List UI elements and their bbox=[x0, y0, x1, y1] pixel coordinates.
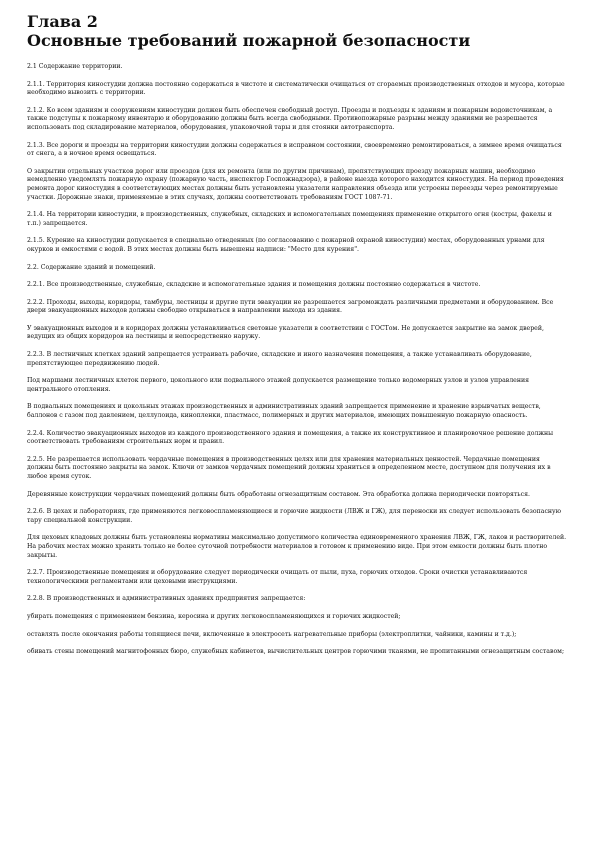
paragraph: 2.2. Содержание зданий и помещений. bbox=[27, 263, 156, 271]
paragraph: 2.1.1. Территория киностудии должна постоянно содержаться в чистоте и систематически очищаться от сгораемых производственных отходов и мусора, которые необходимо вывозить с территории. bbox=[27, 80, 565, 97]
paragraph: 2.2.6. В цехах и лабораториях, где применяются легковоспламеняющиеся и горючие жидкости (ЛВЖ и ГЖ), для переноски их следует использовать безопасную тару специальной конструкции. bbox=[27, 508, 562, 524]
paragraph: 2.1.4. На территории киностудии, в производственных, служебных, складских и вспомогательных помещениях применение открытого огня (костры, факелы и т.п.) запрещается. bbox=[27, 211, 552, 227]
paragraph: оставлять после окончания работы топящиеся печи, включенные в электросеть нагревательные приборы (электроплитки, чайники, камины и т.д.); bbox=[27, 630, 517, 638]
paragraph: Для цеховых кладовых должны быть установлены нормативы максимально допустимого количества единовременного хранения ЛВЖ, ГЖ, лаков и растворителей. На рабочих местах можно хранить только не более суточной потребности материалов в готовом к применению виде. При этом емкости должны быть плотно закрыты. bbox=[27, 534, 567, 559]
paragraph: 2.2.5. Не разрешается использовать чердачные помещения в производственных целях или для хранения материальных ценностей. Чердачные помещения должны быть постоянно закрыты на замок. Ключи от замков чердачных помещений должны храниться в определенном месте, доступном для получения их в любое время суток. bbox=[27, 455, 551, 480]
document-body bbox=[27, 63, 567, 657]
paragraph: Под маршами лестничных клеток первого, цокольного или подвального этажей допускается размещение только водомерных узлов и узлов управления центрального отопления. bbox=[27, 377, 529, 393]
paragraph: 2.2.4. Количество эвакуационных выходов из каждого производственного здания и помещения, а также их конструктивное и планировочное решение должны соответствовать требованиям строительных норм и правил. bbox=[27, 429, 554, 446]
paragraph: 2.2.3. В лестничных клетках зданий запрещается устраивать рабочие, складские и иного назначения помещения, а также устанавливать оборудование, препятствующее передвижению людей. bbox=[27, 351, 532, 367]
chapter-title: Основные требований пожарной безопасности bbox=[27, 31, 471, 50]
paragraph: В подвальных помещениях и цокольных этажах производственных и административных зданий запрещается применение и хранение взрывчатых веществ, баллонов с газом под давлением, целлулоида, кинопленки, пластмасс, полимерных и других материалов, имеющих повышенную пожарную опасность. bbox=[27, 403, 541, 420]
chapter-heading: Глава 2 bbox=[27, 12, 98, 31]
paragraph: У эвакуационных выходов и в коридорах должны устанавливаться световые указатели в соответствии с ГОСТом. Не допускается закрытие на замок дверей, ведущих из общих коридоров на лестницы и непосредственно наружу. bbox=[27, 324, 544, 341]
paragraph: убирать помещения с применением бензина, керосина и других легковоспламеняющихся и горючих жидкостей; bbox=[27, 612, 401, 620]
paragraph: 2.1.3. Все дороги и проезды на территории киностудии должны содержаться в исправном состоянии, своевременно ремонтироваться, а зимнее время очищаться от снега, а в ночное время освещаться. bbox=[27, 141, 562, 158]
paragraph: 2.1 Содержание территории. bbox=[27, 63, 123, 70]
paragraph: 2.2.1. Все производственные, служебные, складские и вспомогательные здания и помещения должны постоянно содержаться в чистоте. bbox=[27, 281, 481, 289]
paragraph: 2.2.8. В производственных и административных зданиях предприятия запрещается: bbox=[27, 595, 306, 603]
paragraph: обивать стены помещений магнитофонных бюро, служебных кабинетов, вычислительных центров горючими тканями, не пропитанными огнезащитным составом; bbox=[27, 648, 565, 656]
paragraph: 2.1.2. Ко всем зданиям и сооружениям киностудии должен быть обеспечен свободный доступ. Проезды и подъезды к зданиям и пожарным водоисточникам, а также подступы к пожарному инвентарю и оборудованию должны быть всегда свободными. Противопожарные разрывы между зданиями не разрешается использовать под складирование материалов, оборудования, упаковочной тары и для стоянки автотранспорта. bbox=[27, 106, 553, 131]
paragraph: 2.2.2. Проходы, выходы, коридоры, тамбуры, лестницы и другие пути эвакуации не разрешается загромождать различными предметами и оборудованием. Все двери эвакуационных выходов должны свободно открываться в направлении выхода из здания. bbox=[27, 298, 554, 315]
paragraph: 2.1.5. Курение на киностудии допускается в специально отведенных (по согласованию с пожарной охраной киностудии) местах, оборудованных урнами для окурков и емкостями с водой. В этих местах должны быть вывешены надписи: "Место для курения". bbox=[27, 237, 545, 253]
paragraph: Деревянные конструкции чердачных помещений должны быть обработаны огнезащитным составом. Эта обработка должна периодически повторяться. bbox=[27, 490, 531, 498]
paragraph: О закрытии отдельных участков дорог или проездов (для их ремонта (или по другим причинам), препятствующих проезду пожарных машин, необходимо немедленно уведомлять пожарную охрану (пожарную часть, инспектор Госпожнадзора), в районе выезда которого находится киностудия. На период проведения ремонта дорог киностудия в соответствующих местах должны быть установлены указатели направления объезда или устроены переезды через ремонтируемые участки. Дорожные знаки, применяемые в этих случаях, должны соответствовать требованиям ГОСТ 1087-71. bbox=[27, 167, 564, 201]
paragraph: 2.2.7. Производственные помещения и оборудование следует периодически очищать от пыли, пуха, горючих отходов. Сроки очистки устанавливаются технологическими регламентами или цеховыми инструкциями. bbox=[27, 569, 528, 585]
